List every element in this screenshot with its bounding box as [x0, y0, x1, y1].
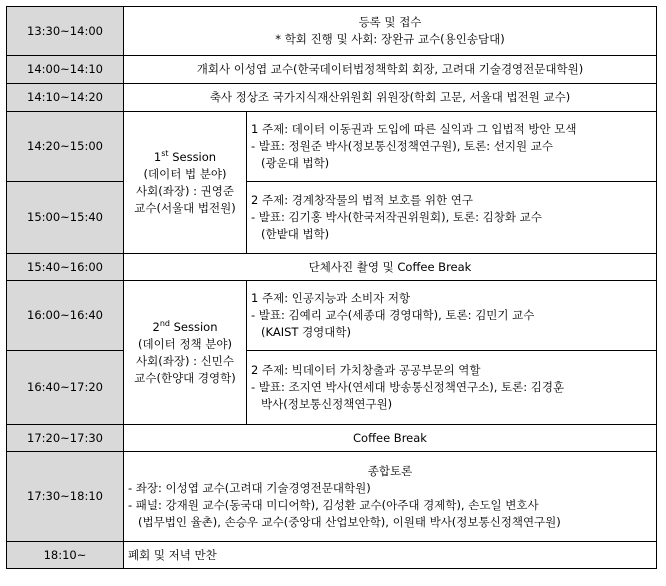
topic-title: 2 주제: 경계창작물의 법적 보호를 위한 연구 [251, 193, 473, 207]
registration-title: 등록 및 접수 [358, 15, 422, 29]
session1-title: 1st Session [153, 148, 217, 164]
time-cell: 14:00~14:10 [7, 56, 124, 84]
topic-title: 1 주제: 인공지능과 소비자 저항 [251, 291, 411, 305]
row-session1-talk1 [7, 112, 657, 182]
time-cell: 17:20~17:30 [7, 425, 124, 452]
discussion-title: 종합토론 [367, 463, 413, 478]
session1-talk2-cell [247, 182, 657, 254]
row-session2-talk1 [7, 281, 657, 351]
photo-text: 단체사진 촬영 및 Coffee Break [124, 254, 657, 281]
time-cell: 17:30~18:10 [7, 452, 124, 542]
time-cell: 14:10~14:20 [7, 84, 124, 112]
session2-label-cell [124, 281, 247, 425]
time-cell: 13:30~14:00 [7, 7, 124, 56]
discussion-panel-cont: (법무법인 율촌), 손승우 교수(중앙대 산업보안학), 이원태 박사(정보통신정책연구원) [138, 514, 561, 529]
closing-text: 폐회 및 저녁 만찬 [124, 542, 657, 569]
time-cell: 16:40~17:20 [7, 351, 124, 425]
time-cell: 18:10~ [7, 542, 124, 569]
time-cell: 16:00~16:40 [7, 281, 124, 351]
congrats-text: 축사 정상조 국가지식재산위원회 위원장(학회 고문, 서울대 법전원 교수) [124, 84, 657, 112]
topic-speakers: - 발표: 조지연 박사(연세대 방송통신정책연구소), 토론: 김경훈 [251, 380, 565, 394]
row-coffee [7, 425, 657, 452]
session1-talk1-cell [247, 112, 657, 182]
session1-chair-line2: 교수(서울대 법전원) [134, 200, 236, 215]
session2-title: 2nd Session [152, 318, 218, 334]
session1-label-cell [124, 112, 247, 254]
coffee-text: Coffee Break [124, 425, 657, 452]
time-cell: 15:00~15:40 [7, 182, 124, 254]
topic-speakers-cont: 박사(정보통신정책연구원) [261, 397, 393, 411]
row-session2-talk2 [7, 351, 657, 425]
discussion-chair: - 좌장: 이성엽 교수(고려대 기술경영전문대학원) [128, 480, 371, 495]
row-session1-talk2 [7, 182, 657, 254]
topic-title: 2 주제: 빅데이터 가치창출과 공공부문의 역할 [251, 363, 481, 377]
discussion-cell [124, 452, 657, 542]
row-closing [7, 542, 657, 569]
session2-chair-line2: 교수(한양대 경영학) [134, 370, 236, 385]
row-photo [7, 254, 657, 281]
row-registration [7, 7, 657, 56]
session2-talk1-cell [247, 281, 657, 351]
session1-subtitle: (데이터 법 분야) [143, 166, 227, 181]
time-cell: 15:40~16:00 [7, 254, 124, 281]
registration-cell [124, 7, 657, 56]
topic-title: 1 주제: 데이터 이동권과 도입에 따른 실익과 그 입법적 방안 모색 [251, 122, 577, 136]
session2-chair-line1: 사회(좌장) : 신민수 [136, 353, 234, 368]
row-congrats [7, 84, 657, 112]
topic-speakers-cont: (한밭대 법학) [261, 227, 330, 241]
session2-subtitle: (데이터 정책 분야) [137, 336, 233, 351]
opening-text: 개회사 이성엽 교수(한국데이터법정책학회 회장, 고려대 기술경영전문대학원) [124, 56, 657, 84]
topic-speakers: - 발표: 정원준 박사(정보통신정책연구원), 토론: 선지원 교수 [251, 139, 553, 153]
session2-talk2-cell [247, 351, 657, 425]
topic-speakers-cont: (광운대 법학) [261, 156, 330, 170]
discussion-panel: - 패널: 강재원 교수(동국대 미디어학), 김성환 교수(아주대 경제학), 손도일 변호사 [128, 497, 539, 512]
topic-speakers-cont: (KAIST 경영대학) [261, 325, 351, 339]
row-discussion [7, 452, 657, 542]
topic-speakers: - 발표: 김기홍 박사(한국저작권위원회), 토론: 김창화 교수 [251, 210, 542, 224]
registration-note: * 학회 진행 및 사회: 장완규 교수(용인송담대) [275, 32, 505, 46]
time-cell: 14:20~15:00 [7, 112, 124, 182]
session1-chair-line1: 사회(좌장) : 권영준 [136, 183, 234, 198]
topic-speakers: - 발표: 김예리 교수(세종대 경영대학), 토론: 김민기 교수 [251, 308, 535, 322]
schedule-table [6, 6, 657, 569]
row-opening [7, 56, 657, 84]
